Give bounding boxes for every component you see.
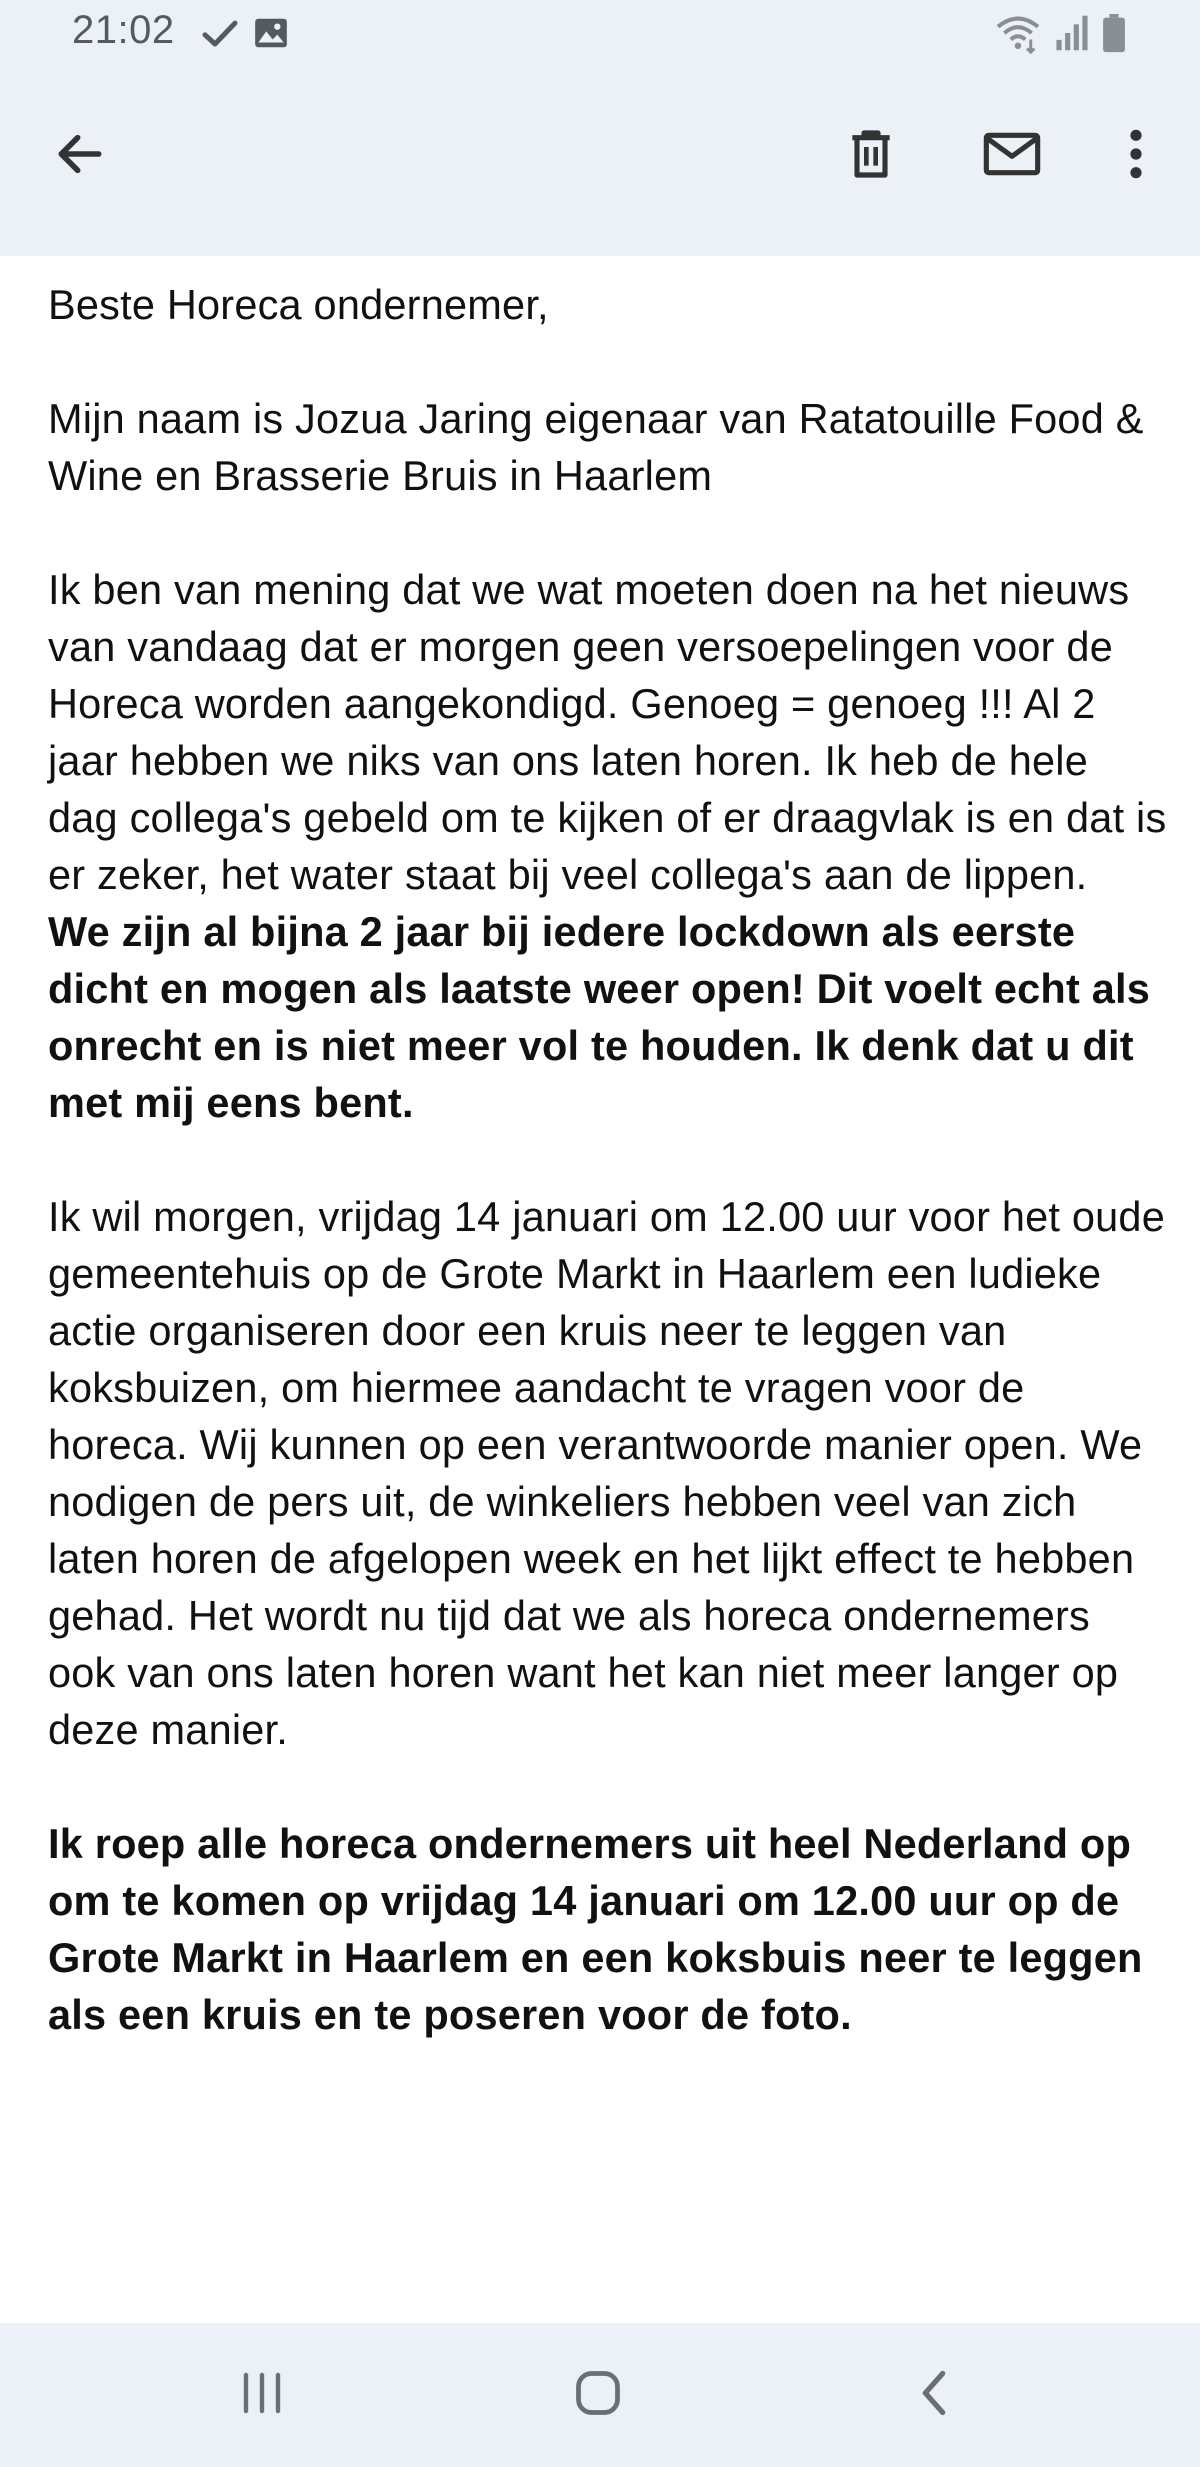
more-options-button[interactable]	[1100, 120, 1172, 192]
email-paragraph-bold-call: Ik roep alle horeca ondernemers uit heel Nederland op om te komen op vrijdag 14 januari om 12.00 uur op de Grote Markt in Haarlem en een koksbuis neer te leggen als een kruis en te poseren voor de foto.	[48, 1820, 1143, 2038]
email-paragraph-opinion: Ik ben van mening dat we wat moeten doen na het nieuws van vandaag dat er morgen geen versoepelingen voor de Horeca worden aangekondigd. Genoeg = genoeg !!! Al 2 jaar hebben we niks van ons laten horen. Ik heb de hele dag collega's gebeld om te kijken of er draagvlak is en dat is er zeker, het water staat bij veel collega's aan de lippen.	[48, 566, 1167, 898]
image-icon	[252, 14, 290, 57]
home-icon	[572, 2367, 624, 2424]
check-icon	[200, 14, 240, 59]
arrow-left-icon	[52, 126, 108, 187]
system-nav-bar	[0, 2323, 1200, 2467]
signal-icon	[1054, 14, 1090, 57]
home-button[interactable]	[562, 2359, 634, 2431]
status-bar	[0, 0, 1200, 72]
email-greeting: Beste Horeca ondernemer,	[48, 281, 549, 328]
trash-icon	[843, 126, 899, 187]
email-paragraph-bold-lockdown: We zijn al bijna 2 jaar bij iedere lockdown als eerste dicht en mogen als laatste weer open! Dit voelt echt als onrecht en is niet meer vol te houden. Ik denk dat u dit met mij eens bent.	[48, 908, 1151, 1126]
more-vertical-icon	[1126, 126, 1146, 187]
recent-apps-button[interactable]	[226, 2359, 298, 2431]
status-time: 21:02	[72, 8, 175, 52]
recent-apps-icon	[238, 2371, 286, 2420]
nav-back-icon	[914, 2367, 954, 2424]
app-header	[0, 0, 1200, 256]
email-body	[48, 276, 1168, 2043]
delete-button[interactable]	[835, 120, 907, 192]
mail-icon	[981, 126, 1043, 187]
mark-unread-button[interactable]	[976, 120, 1048, 192]
nav-back-button[interactable]	[898, 2359, 970, 2431]
back-button[interactable]	[44, 120, 116, 192]
email-paragraph-intro: Mijn naam is Jozua Jaring eigenaar van Ratatouille Food & Wine en Brasserie Bruis in Haarlem	[48, 395, 1144, 499]
battery-icon	[1100, 14, 1128, 59]
email-paragraph-action: Ik wil morgen, vrijdag 14 januari om 12.00 uur voor het oude gemeentehuis op de Grote Markt in Haarlem een ludieke actie organiseren door een kruis neer te leggen van koksbuizen, om hiermee aandacht te vragen voor de horeca. Wij kunnen op een verantwoorde manier open. We nodigen de pers uit, de winkeliers hebben veel van zich laten horen de afgelopen week en het lijkt effect te hebben gehad. Het wordt nu tijd dat we als horeca ondernemers ook van ons laten horen want het kan niet meer langer op deze manier.	[48, 1193, 1165, 1753]
wifi-icon	[996, 14, 1040, 59]
